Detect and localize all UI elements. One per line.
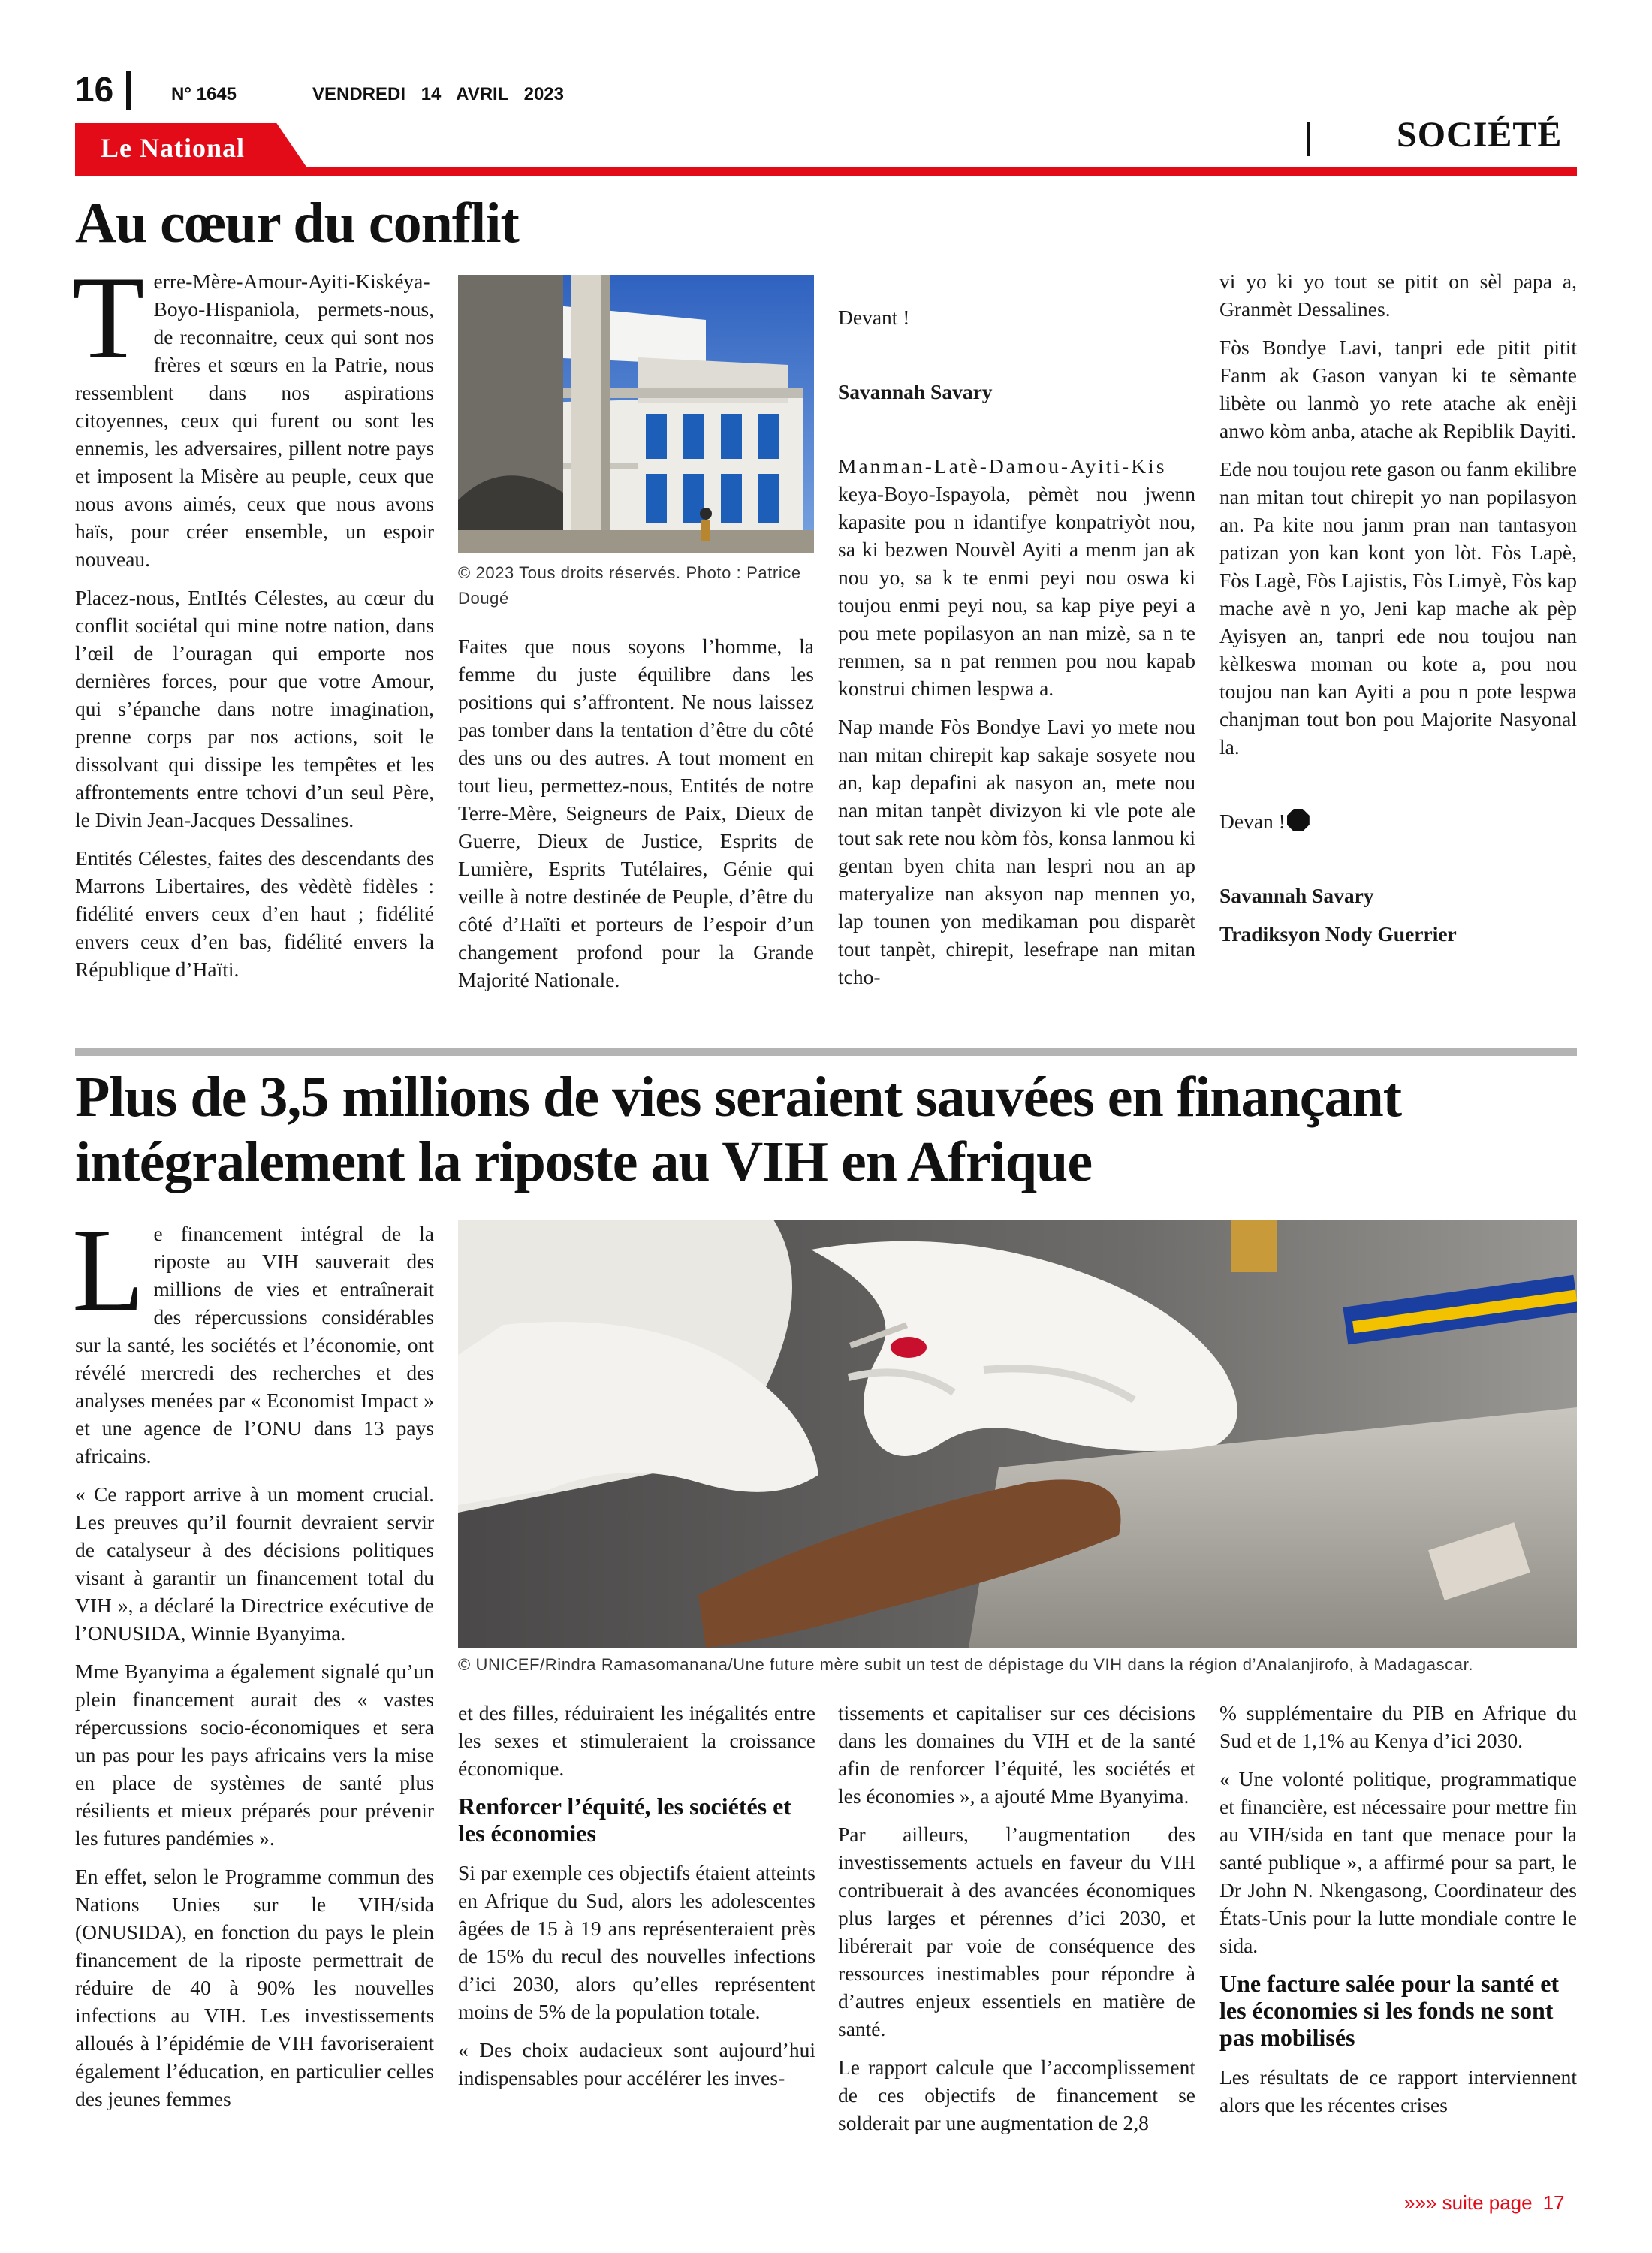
article1-translator: Tradiksyon Nody Guerrier <box>1219 922 1457 946</box>
article1-column-2 <box>458 632 814 1004</box>
brand-name: Le National <box>101 133 246 163</box>
article1-paragraph: Faites que nous soyons l’homme, la femme du juste équilibre dans les positions qui s’affrontent. Ne nous laissez pas tomber dans la tentation d’être du côté des uns ou des autres. A tout moment en tout lieu, permettez-nous, Entités de notre Terre-Mère, Seigneurs de Paix, Dieux de Guerre, Dieux de Justice, Esprits de Lumière, Esprits Tutélaires, Génie qui veille à notre destinée de Peuple, d’être du côté d’Haïti et porteurs de l’espoir d’un changement profond pour la Grande Majorité Nationale. <box>458 635 814 991</box>
header-red-rule <box>75 167 1577 176</box>
article2-paragraph: Les résultats de ce rapport interviennent alors que les récentes crises <box>1219 2065 1577 2116</box>
continued-page-number: 17 <box>1542 2191 1565 2214</box>
article2-subheading: Une facture salée pour la santé et les économies si les fonds ne sont pas mobilisés <box>1219 1970 1560 2051</box>
article1-paragraph: erre-Mère-Amour-Ayiti-Kiskéya-Boyo-Hispaniola, permets-nous, de reconnaitre, ceux qui sont nos frères et sœurs en la Patrie, nous ressemblent dans nos aspirations citoyennes, ceux qui furent ou sont les ennemis, les adversaires, pillent notre pays et imposent la Misère au peuple, ceux que nous avons aimés, ceux que nous avons haïs, pour créer ensemble, un espoir nouveau. <box>75 270 434 571</box>
section-label: SOCIÉTÉ <box>1397 115 1563 155</box>
hiv-test-photo-illustration <box>458 1220 1577 1648</box>
article2-paragraph: « Ce rapport arrive à un moment crucial. Les preuves qu’il fournit devraient servir de catalyseur à des décisions politiques visant à garantir un financement total du VIH », a déclaré la Directrice exécutive de l’ONUSIDA, Winnie Byanyima. <box>75 1482 434 1645</box>
end-mark-icon <box>1287 809 1310 831</box>
article2-paragraph: « Des choix audacieux sont aujourd’hui indispensables pour accélérer les inves- <box>458 2038 815 2089</box>
article1-dropcap: T <box>72 252 145 384</box>
article2-paragraph: Le rapport calcule que l’accomplissement de ces objectifs de financement se solderait par une augmentation de 2,8 <box>838 2055 1195 2134</box>
article2-subheading: Renforcer l’équité, les sociétés et les économies <box>458 1793 791 1847</box>
building-photo-illustration <box>458 275 814 553</box>
issue-number: N° 1645 <box>171 84 237 104</box>
article1-paragraph: Fòs Bondye Lavi, tanpri ede pitit pitit Fanm ak Gason vanyan ki te sèmante libète ou lanmò yo rete atache ak enèji anwo kòm anba, atache ak Repiblik Dayiti. <box>1219 336 1577 442</box>
article2-photo-caption: © UNICEF/Rindra Ramasomanana/Une future mère subit un test de dépistage du VIH dans la région d’Analanjirofo, à Madagascar. <box>458 1655 1474 1674</box>
article2-paragraph: Si par exemple ces objectifs étaient atteints en Afrique du Sud, alors les adolescentes âgées de 15 à 19 ans représenteraient près de 15% du recul des nouvelles infections d’ici 2030, alors qu’elles représentent moins de 5% de la population totale. <box>458 1861 815 2023</box>
article1-headline: Au cœur du conflit <box>75 192 519 255</box>
article2-column-4 <box>1219 1699 1577 2129</box>
article1-paragraph: Entités Célestes, faites des descendants des Marrons Libertaires, des vèdètè fidèles : fidélité envers ceux d’en haut ; fidélité envers ceux d’en bas, fidélité envers la République d’Haïti. <box>75 846 434 981</box>
article1-column-1 <box>72 252 434 994</box>
article1-paragraph: Placez-nous, EntItés Célestes, au cœur du conflit sociétal qui mine notre nation, dans l’œil de l’ouragan qui emporte nos dernières forces, pour que votre Amour, qui s’épanche dans notre imagination, prenne corps par nos actions, soit le dissolvant qui dissipe les tempêtes et les affrontements entre tchovi d’un seul Père, le Divin Jean-Jacques Dessalines. <box>75 586 434 831</box>
article1-author: Savannah Savary <box>838 380 993 403</box>
article1-photo-building <box>458 275 814 553</box>
article2-headline: Plus de 3,5 millions de vies seraient sauvées en finançant intégralement la riposte au VIH en Afrique <box>75 1066 1402 1193</box>
article2-paragraph: % supplémentaire du PIB en Afrique du Sud et de 1,1% au Kenya d’ici 2030. <box>1219 1701 1577 1752</box>
article2-paragraph: « Une volonté politique, programmatique et financière, est nécessaire pour mettre fin au VIH/sida en tant que menace pour la santé publique », a affirmé pour sa part, le Dr John N. Nkengasong, Coordinateur des États-Unis pour la lutte mondiale contre le sida. <box>1219 1767 1577 1957</box>
article1-paragraph: vi yo ki yo tout se pitit on sèl papa a, Granmèt Dessalines. <box>1219 270 1577 321</box>
article2-dropcap: L <box>72 1205 145 1336</box>
article2-paragraph: Par ailleurs, l’augmentation des investissements actuels en faveur du VIH contribuerait à des avancées économiques plus larges et pérennes d’ici 2030, et libérerait par voie de conséquence des ressources inestimables pour répondre à d’autres enjeux essentiels en matière de santé. <box>838 1823 1195 2040</box>
article1-paragraph: Ede nou toujou rete gason ou fanm ekilibre nan mitan tout chirepit yo nan popilasyon an. Pa kite nou janm pran nan tantasyon patizan yon kan kont yon lòt. Fòs Lapè, Fòs Lagè, Fòs Lajistis, Fòs Limyè, Fòs kap mache avè n yo, Jeni kap mache ak pèp Ayisyen an, tanpri ede nou toujou nan kèlkeswa moman ou kote a, pou nou toujou nan kan Ayiti a pou n pote lespwa chanjman tout bon pou Majorite Nasyonal la. <box>1219 457 1577 759</box>
article2-column-3 <box>838 1699 1195 2147</box>
article1-column-3 <box>838 303 1195 1001</box>
article2-paragraph: e financement intégral de la riposte au VIH sauverait des millions de vies et entraînerait des répercussions considérables sur la santé, les sociétés et l’économie, ont révélé mercredi des recherches et des analyses menées par « Economist Impact » et une agence de l’ONU dans 13 pays africains. <box>75 1222 434 1467</box>
article-separator <box>75 1048 1577 1056</box>
article1-devant: Devant ! <box>838 306 910 329</box>
article2-paragraph: tissements et capitaliser sur ces décisions dans les domaines du VIH et de la santé afin de renforcer l’équité, les sociétés et les économies », a ajouté Mme Byanyima. <box>838 1701 1195 1808</box>
article1-photo-caption: © 2023 Tous droits réservés. Photo : Patrice Dougé <box>458 563 801 608</box>
article1-paragraph: Nap mande Fòs Bondye Lavi yo mete nou nan mitan chirepit kap sakaje sosyete nou an, kap depafini ak nasyon an, mete nou nan mitan tanpèt divizyon ki vle pote ale tout sak rete nou kòm fòs, konsa lanmou ki gentan byen chita nan lespri nou an ap materyalize nan aksyon nap mennen yo, lap tounen yon medikaman pou disparèt tout tanpèt, chirepit, lesefrape nan mitan tcho- <box>838 715 1195 988</box>
article2-paragraph: Mme Byanyima a également signalé qu’un plein financement aurait des « vastes répercussions socio-économiques et sera un pas pour les pays africains vers la mise en place de systèmes de santé plus résilients et mieux préparés pour prévenir les futures pandémies ». <box>75 1660 434 1850</box>
article1-devan: Devan ! <box>1219 810 1286 833</box>
article2-photo-hiv-test <box>458 1220 1577 1648</box>
continued-label: »»» suite page <box>1404 2191 1533 2214</box>
article2-column-1 <box>72 1205 434 2123</box>
article1-paragraph-start: Manman-Latè-Damou-Ayiti-Kis <box>838 454 1167 478</box>
article2-column-2 <box>458 1699 815 2102</box>
article1-paragraph: keya-Boyo-Ispayola, pèmèt nou jwenn kapasite pou n idantifye konpatriyòt nou, sa ki bezwen Nouvèl Ayiti a menm jan ak nou yo, sa k te enmi peyi nou oswa ki toujou enmi peyi nou, sa kap piye peyi a pou mete popilasyon an nan mizè, sa n te renmen, sa n pat renmen pou nou kapab konstrui chimen lespwa a. <box>838 482 1195 700</box>
section-divider <box>1307 122 1310 156</box>
issue-date: VENDREDI 14 AVRIL 2023 <box>312 84 565 104</box>
page-number: 16 <box>75 70 114 109</box>
continued-on-page <box>1404 2191 1565 2215</box>
header-divider <box>126 71 131 110</box>
article2-paragraph: En effet, selon le Programme commun des Nations Unies sur le VIH/sida (ONUSIDA), en fonction du pays le plein financement de la riposte permettrait de réduire de 40 à 90% les nouvelles infections au VIH. Les investissements alloués à l’épidémie de VIH favoriseraient également l’éducation, en particulier celles des jeunes femmes <box>75 1865 434 2110</box>
article1-column-4 <box>1219 267 1577 958</box>
article1-author-kreyol: Savannah Savary <box>1219 884 1374 907</box>
article2-paragraph: et des filles, réduiraient les inégalités entre les sexes et stimuleraient la croissance économique. <box>458 1701 815 1780</box>
